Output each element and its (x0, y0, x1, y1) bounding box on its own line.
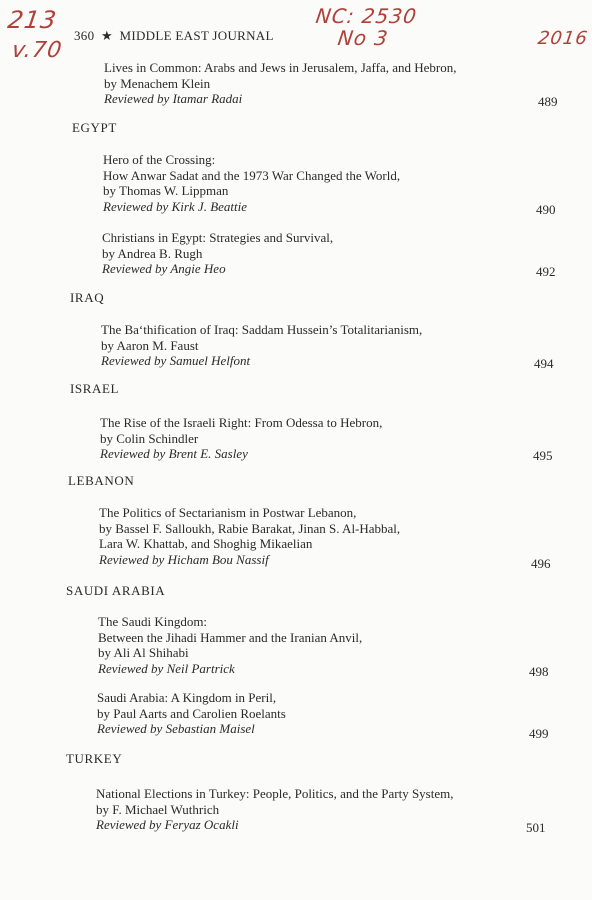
book-line: How Anwar Sadat and the 1973 War Changed the World, (103, 167, 401, 183)
book-line: Lara W. Khattab, and Shoghig Mikaelian (99, 536, 313, 551)
book-line: by Ali Al Shihabi (98, 645, 189, 660)
book-line: by F. Michael Wuthrich (96, 801, 220, 817)
star-icon: ★ (100, 28, 113, 43)
reviewer-name: Reviewed by Itamar Radai (104, 91, 243, 106)
reviewer-name: Reviewed by Brent E. Sasley (100, 446, 248, 461)
section-heading: TURKEY (66, 751, 123, 766)
book-line: by Colin Schindler (100, 430, 199, 446)
book-title: National Elections in Turkey: People, Politics, and the Party System, (96, 786, 454, 801)
running-header (74, 28, 274, 44)
entry-page-number: 489 (538, 94, 558, 109)
book-line: Between the Jihadi Hammer and the Iranian Anvil, (98, 629, 363, 645)
page-number: 360 (74, 28, 95, 43)
entry-page-number: 498 (529, 664, 549, 679)
handwritten-year: 2016 (536, 28, 590, 49)
entry-page-number: 495 (533, 448, 553, 463)
entry-page-number: 490 (536, 202, 556, 217)
reviewer-name: Reviewed by Hicham Bou Nassif (99, 551, 269, 567)
entry-page-number: 492 (536, 264, 556, 279)
book-line: by Bassel F. Salloukh, Rabie Barakat, Jinan S. Al-Habbal, (99, 520, 401, 536)
section-heading: IRAQ (70, 290, 105, 305)
journal-title: MIDDLE EAST JOURNAL (119, 28, 274, 43)
section-heading: EGYPT (72, 120, 117, 135)
reviewer-name: Reviewed by Samuel Helfont (101, 353, 251, 368)
reviewer-name: Reviewed by Angie Heo (102, 261, 226, 276)
book-line: by Thomas W. Lippman (103, 183, 229, 198)
section-heading: LEBANON (68, 473, 135, 488)
book-line: by Andrea B. Rugh (102, 245, 203, 261)
entry-page-number: 494 (534, 356, 554, 371)
book-title: The Ba‘thification of Iraq: Saddam Hussein’s Totalitarianism, (101, 322, 423, 337)
book-line: by Paul Aarts and Carolien Roelants (97, 705, 286, 721)
book-title: The Saudi Kingdom: (98, 614, 208, 629)
handwritten-call-number: NC: 2530 (314, 4, 419, 28)
book-title: Saudi Arabia: A Kingdom in Peril, (97, 690, 277, 705)
reviewer-name: Reviewed by Neil Partrick (98, 660, 235, 676)
handwritten-issue-number: No 3 (336, 26, 390, 50)
book-title: Christians in Egypt: Strategies and Survival, (102, 230, 334, 245)
reviewer-name: Reviewed by Kirk J. Beattie (103, 198, 248, 214)
entry-page-number: 496 (531, 556, 551, 571)
book-title: The Rise of the Israeli Right: From Odessa to Hebron, (100, 415, 383, 430)
section-heading: SAUDI ARABIA (66, 583, 166, 598)
reviewer-name: Reviewed by Sebastian Maisel (97, 721, 255, 736)
section-heading: ISRAEL (70, 381, 120, 396)
book-title: The Politics of Sectarianism in Postwar Lebanon, (99, 505, 357, 520)
book-title: Hero of the Crossing: (103, 152, 216, 167)
handwritten-volume-number: 213 (6, 6, 59, 34)
book-title: Lives in Common: Arabs and Jews in Jerusalem, Jaffa, and Hebron, (104, 60, 457, 75)
entry-page-number: 501 (526, 820, 546, 835)
book-line: by Aaron M. Faust (101, 337, 199, 353)
handwritten-volume-label: v.70 (10, 38, 64, 63)
book-line: by Menachem Klein (104, 75, 211, 91)
reviewer-name: Reviewed by Feryaz Ocakli (96, 817, 239, 832)
entry-page-number: 499 (529, 726, 549, 741)
